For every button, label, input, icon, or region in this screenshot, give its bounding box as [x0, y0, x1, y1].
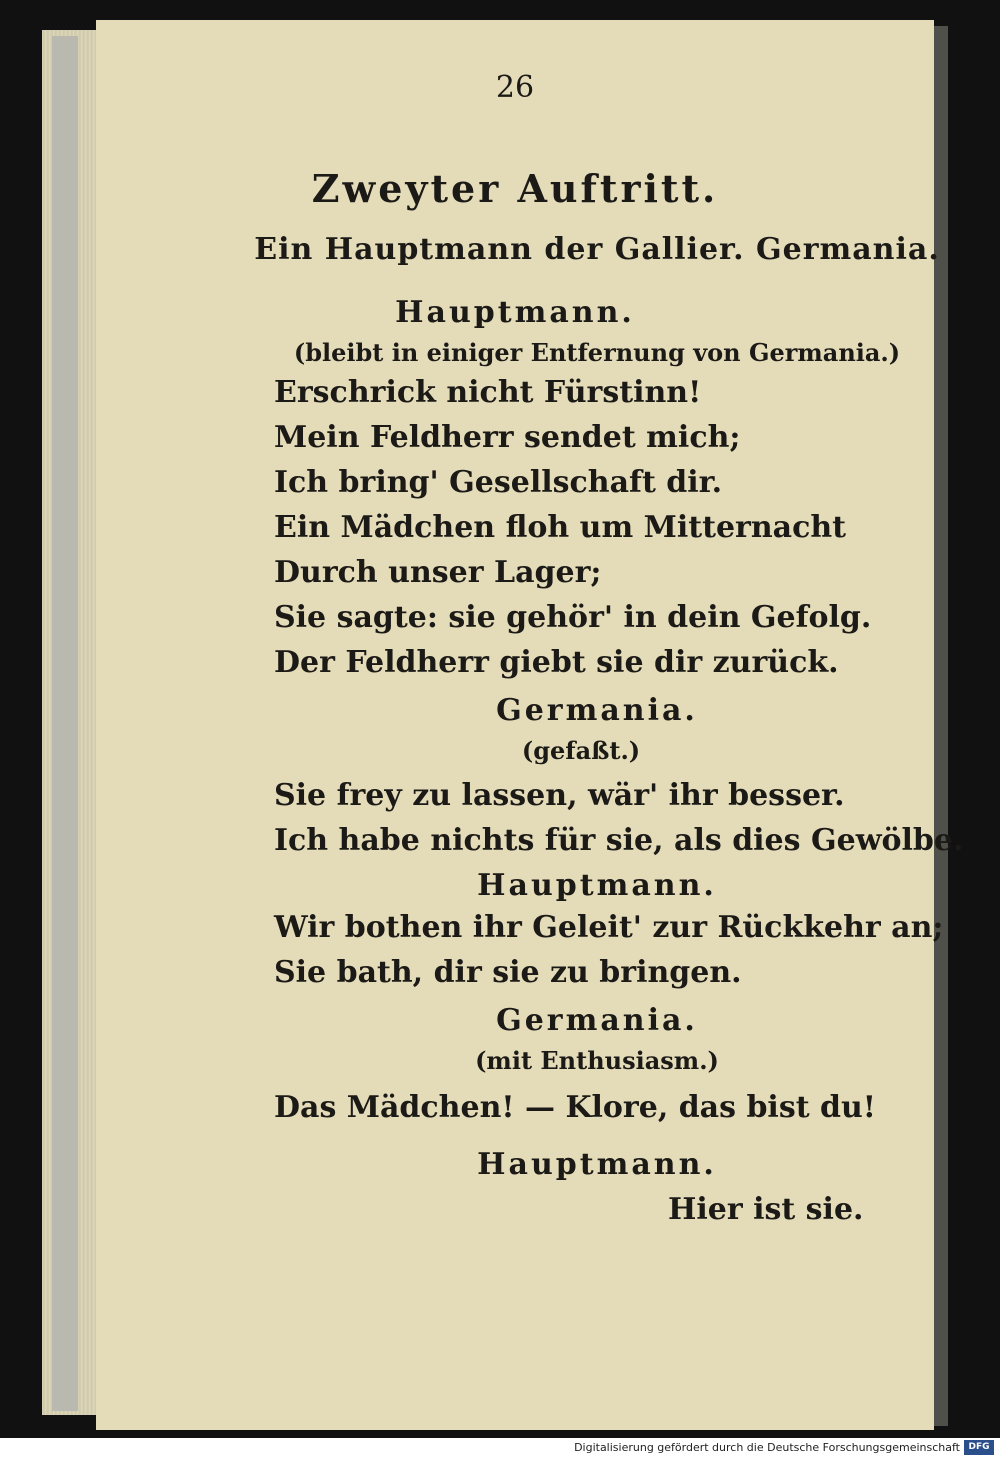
verse-line: Ich habe nichts für sie, als dies Gewölbe. [274, 823, 964, 858]
grey-cover-edge [52, 36, 78, 1411]
verse-line: Hier ist sie. [668, 1192, 864, 1227]
verse-line: Mein Feldherr sendet mich; [274, 420, 741, 455]
speaker-name: Hauptmann. [477, 868, 717, 903]
verse-line: Sie sagte: sie gehör' in dein Gefolg. [274, 600, 872, 635]
dfg-logo: DFG [964, 1440, 994, 1455]
speaker-name: Germania. [496, 1003, 698, 1038]
persons-line: Ein Hauptmann der Gallier. Germania. [254, 232, 940, 267]
verse-line: Das Mädchen! — Klore, das bist du! [274, 1090, 876, 1125]
verse-line: Sie frey zu lassen, wär' ihr besser. [274, 778, 845, 813]
verse-line: Wir bothen ihr Geleit' zur Rückkehr an; [274, 910, 944, 945]
stage-direction: (mit Enthusiasm.) [475, 1046, 719, 1075]
stage-direction: (gefaßt.) [521, 736, 641, 765]
verse-line: Erschrick nicht Fürstinn! [274, 375, 702, 410]
speaker-name: Hauptmann. [395, 295, 635, 330]
verse-line: Ein Mädchen floh um Mitternacht [274, 510, 847, 545]
speaker-name: Hauptmann. [477, 1147, 717, 1182]
page-number: 26 [495, 70, 535, 105]
verse-line: Durch unser Lager; [274, 555, 602, 590]
footer-bar [0, 1438, 1000, 1458]
speaker-name: Germania. [496, 693, 698, 728]
scene-title: Zweyter Auftritt. [311, 166, 719, 211]
stage-direction: (bleibt in einiger Entfernung von Germania.) [293, 338, 901, 367]
footer-credit: Digitalisierung gefördert durch die Deutsche Forschungsgemeinschaft [574, 1441, 960, 1454]
verse-line: Der Feldherr giebt sie dir zurück. [274, 645, 839, 680]
verse-line: Sie bath, dir sie zu bringen. [274, 955, 742, 990]
verse-line: Ich bring' Gesellschaft dir. [274, 465, 723, 500]
